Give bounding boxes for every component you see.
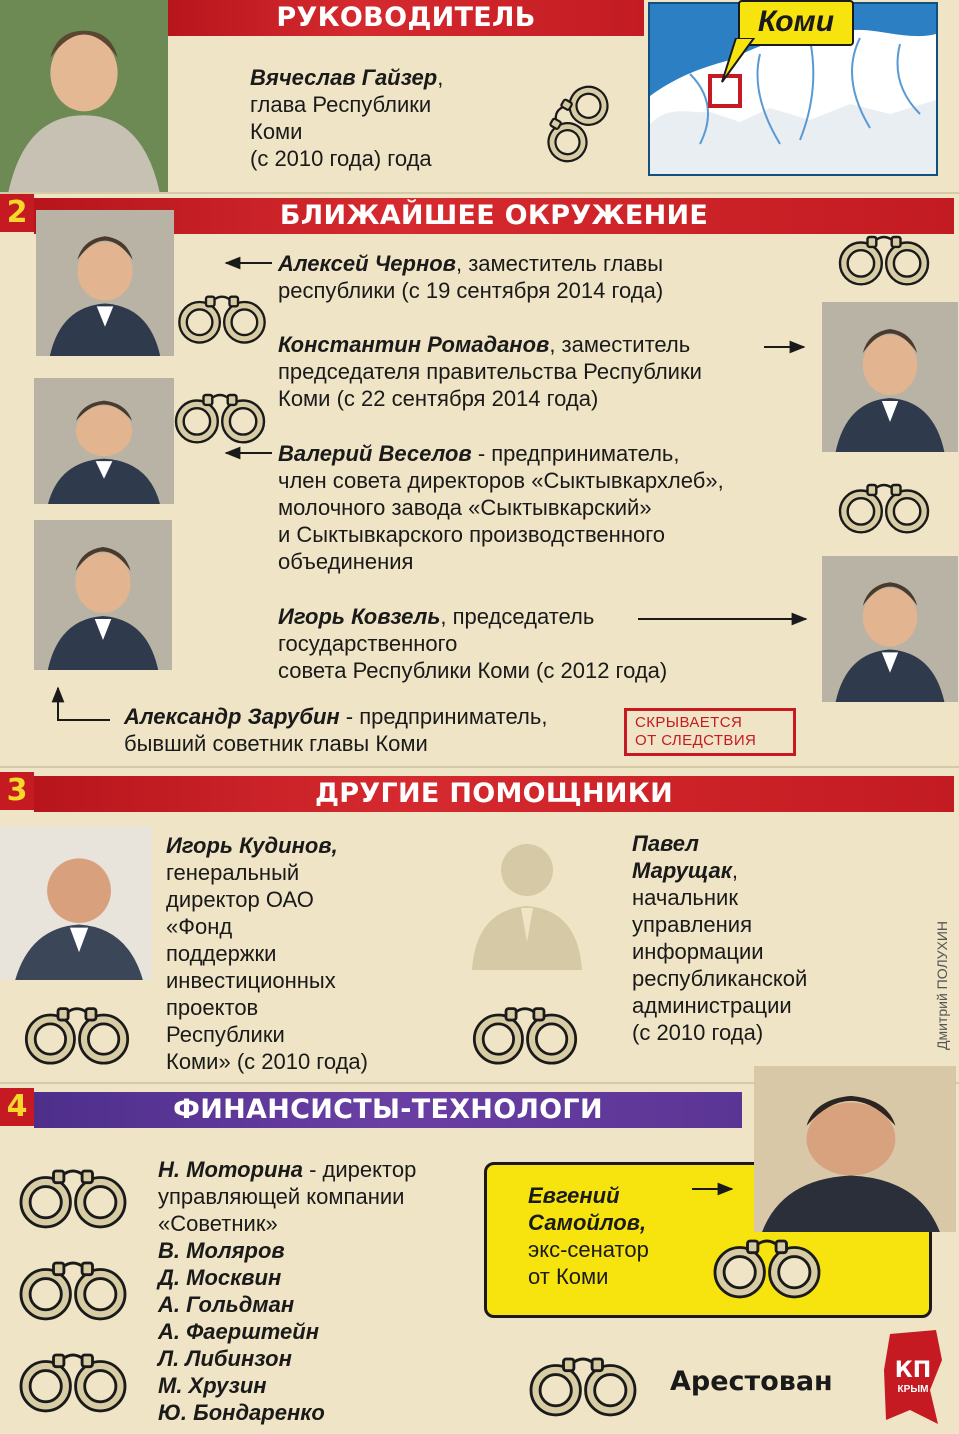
kovzel-line1: , председатель — [440, 604, 595, 629]
veselov-text — [278, 440, 818, 575]
chernov-text — [278, 250, 818, 304]
financier-name: Л. Либинзон — [158, 1346, 292, 1371]
photo-samoylov — [754, 1066, 956, 1232]
marushchak-line: (с 2010 года) — [632, 1020, 764, 1045]
kp-logo — [880, 1330, 946, 1428]
kovzel-name: Игорь Ковзель — [278, 604, 441, 629]
handcuffs-icon — [462, 996, 588, 1072]
person-silhouette-icon — [468, 834, 586, 970]
kudinov-line: проектов — [166, 995, 259, 1020]
logo-text: КП — [894, 1358, 932, 1383]
handcuffs-icon — [10, 1158, 136, 1236]
photo-kovzel — [822, 556, 958, 702]
financier-name: А. Фаерштейн — [158, 1319, 319, 1344]
kudinov-line: «Фонд — [166, 914, 233, 939]
chernov-line1: , заместитель главы — [455, 251, 664, 276]
kudinov-line: директор ОАО — [166, 887, 314, 912]
zarubin-line2: бывший советник главы Коми — [124, 731, 428, 756]
kudinov-name: Игорь Кудинов — [166, 833, 332, 858]
kudinov-line: Коми» (с 2010 года) — [166, 1049, 368, 1074]
arrow-up-icon — [50, 684, 112, 724]
photo-zarubin — [34, 520, 172, 670]
arrow-left-icon — [224, 256, 274, 270]
veselov-line1: - предприниматель, — [471, 441, 680, 466]
handcuffs-icon — [704, 1228, 830, 1306]
gayzer-name: Вячеслав Гайзер — [250, 65, 438, 90]
motorina-line3: «Советник» — [158, 1211, 278, 1236]
zarubin-line1: - предприниматель, — [339, 704, 548, 729]
motorina-line2: управляющей компании — [158, 1184, 405, 1209]
map-label-komi: Коми — [738, 0, 854, 46]
handcuffs-icon — [832, 226, 936, 292]
financier-name: В. Моляров — [158, 1238, 285, 1263]
handcuffs-icon — [832, 474, 936, 540]
stamp-line2: ОТ СЛЕДСТВИЯ — [635, 732, 757, 749]
gayzer-line2: Коми — [250, 119, 303, 144]
veselov-line2: член совета директоров «Сыктывкархлеб», — [278, 468, 724, 493]
legend-handcuffs-icon — [520, 1346, 646, 1424]
marushchak-name-first: Павел — [632, 831, 699, 856]
marushchak-line: республиканской — [632, 966, 808, 991]
photo-credit: Дмитрий ПОЛУХИН — [934, 920, 950, 1050]
photo-kudinov — [0, 826, 152, 980]
arrow-right-icon — [690, 1182, 734, 1196]
section-4-title: ФИНАНСИСТЫ-ТЕХНОЛОГИ — [34, 1092, 742, 1128]
zarubin-text — [124, 703, 624, 757]
samoylov-name-last: Самойлов, — [528, 1210, 647, 1235]
marushchak-line: информации — [632, 939, 764, 964]
samoylov-line2: от Коми — [528, 1264, 609, 1289]
handcuffs-icon — [10, 1250, 136, 1328]
romadanov-text — [278, 331, 798, 412]
kudinov-comma: , — [331, 833, 338, 858]
chernov-line2: республики (с 19 сентября 2014 года) — [278, 278, 664, 303]
samoylov-line1: экс-сенатор — [528, 1237, 649, 1262]
handcuffs-icon — [14, 996, 140, 1072]
financier-name: Ю. Бондаренко — [158, 1400, 325, 1425]
financiers-list — [158, 1156, 478, 1426]
motorina-line1: - директор — [303, 1157, 417, 1182]
legend-arrested: Арестован — [670, 1366, 833, 1397]
gayzer-text: Вячеслав Гайзер, глава Республики Коми (с 2010 года) года — [250, 64, 490, 172]
section-3-title: ДРУГИЕ ПОМОЩНИКИ — [34, 776, 954, 812]
marushchak-line: управления — [632, 912, 752, 937]
marushchak-line: начальник — [632, 885, 738, 910]
arrow-left-icon — [224, 446, 274, 460]
section-3-number: 3 — [0, 772, 34, 810]
photo-chernov — [36, 210, 174, 356]
handcuffs-icon — [10, 1342, 136, 1420]
romadanov-name: Константин Ромаданов — [278, 332, 550, 357]
financier-name: М. Хрузин — [158, 1373, 267, 1398]
logo-subtext: КРЫМ — [897, 1384, 929, 1395]
financier-name: Д. Москвин — [158, 1265, 282, 1290]
gayzer-line3: (с 2010 года) года — [250, 146, 432, 171]
divider — [0, 766, 959, 768]
kudinov-text — [166, 832, 466, 1075]
marushchak-name-last: Марущак — [632, 858, 732, 883]
section-2-title: БЛИЖАЙШЕЕ ОКРУЖЕНИЕ — [34, 198, 954, 234]
stamp-line1: СКРЫВАЕТСЯ — [635, 714, 743, 731]
divider — [0, 192, 959, 194]
stamp-hiding — [624, 708, 796, 756]
kudinov-line: инвестиционных — [166, 968, 336, 993]
handcuffs-icon — [168, 384, 272, 450]
veselov-line4: и Сыктывкарского производственного — [278, 522, 665, 547]
romadanov-line1: , заместитель — [549, 332, 691, 357]
chernov-name: Алексей Чернов — [278, 251, 456, 276]
financier-name: А. Гольдман — [158, 1292, 295, 1317]
kovzel-text — [278, 603, 738, 684]
marushchak-line: администрации — [632, 993, 792, 1018]
section-4-number: 4 — [0, 1088, 34, 1126]
veselov-name: Валерий Веселов — [278, 441, 472, 466]
romadanov-line2: председателя правительства Республики — [278, 359, 702, 384]
photo-romadanov — [822, 302, 958, 452]
veselov-line5: объединения — [278, 549, 414, 574]
photo-veselov — [34, 378, 174, 504]
kudinov-line: Республики — [166, 1022, 285, 1047]
kovzel-line3: совета Республики Коми (с 2012 года) — [278, 658, 668, 683]
kudinov-line: генеральный — [166, 860, 300, 885]
section-1-title: РУКОВОДИТЕЛЬ — [168, 0, 644, 36]
kovzel-line2: государственного — [278, 631, 458, 656]
kudinov-line: поддержки — [166, 941, 277, 966]
section-2-number: 2 — [0, 194, 34, 232]
gayzer-line1: глава Республики — [250, 92, 432, 117]
romadanov-line3: Коми (с 22 сентября 2014 года) — [278, 386, 599, 411]
marushchak-comma: , — [731, 858, 739, 883]
handcuffs-icon — [528, 64, 628, 184]
veselov-line3: молочного завода «Сыктывкарский» — [278, 495, 652, 520]
zarubin-name: Александр Зарубин — [124, 704, 340, 729]
marushchak-text — [632, 830, 902, 1046]
samoylov-text — [528, 1182, 728, 1290]
motorina-name: Н. Моторина — [158, 1157, 303, 1182]
samoylov-name-first: Евгений — [528, 1183, 620, 1208]
handcuffs-icon — [172, 286, 272, 350]
map-label-pointer — [718, 38, 764, 86]
photo-gayzer — [0, 0, 168, 192]
